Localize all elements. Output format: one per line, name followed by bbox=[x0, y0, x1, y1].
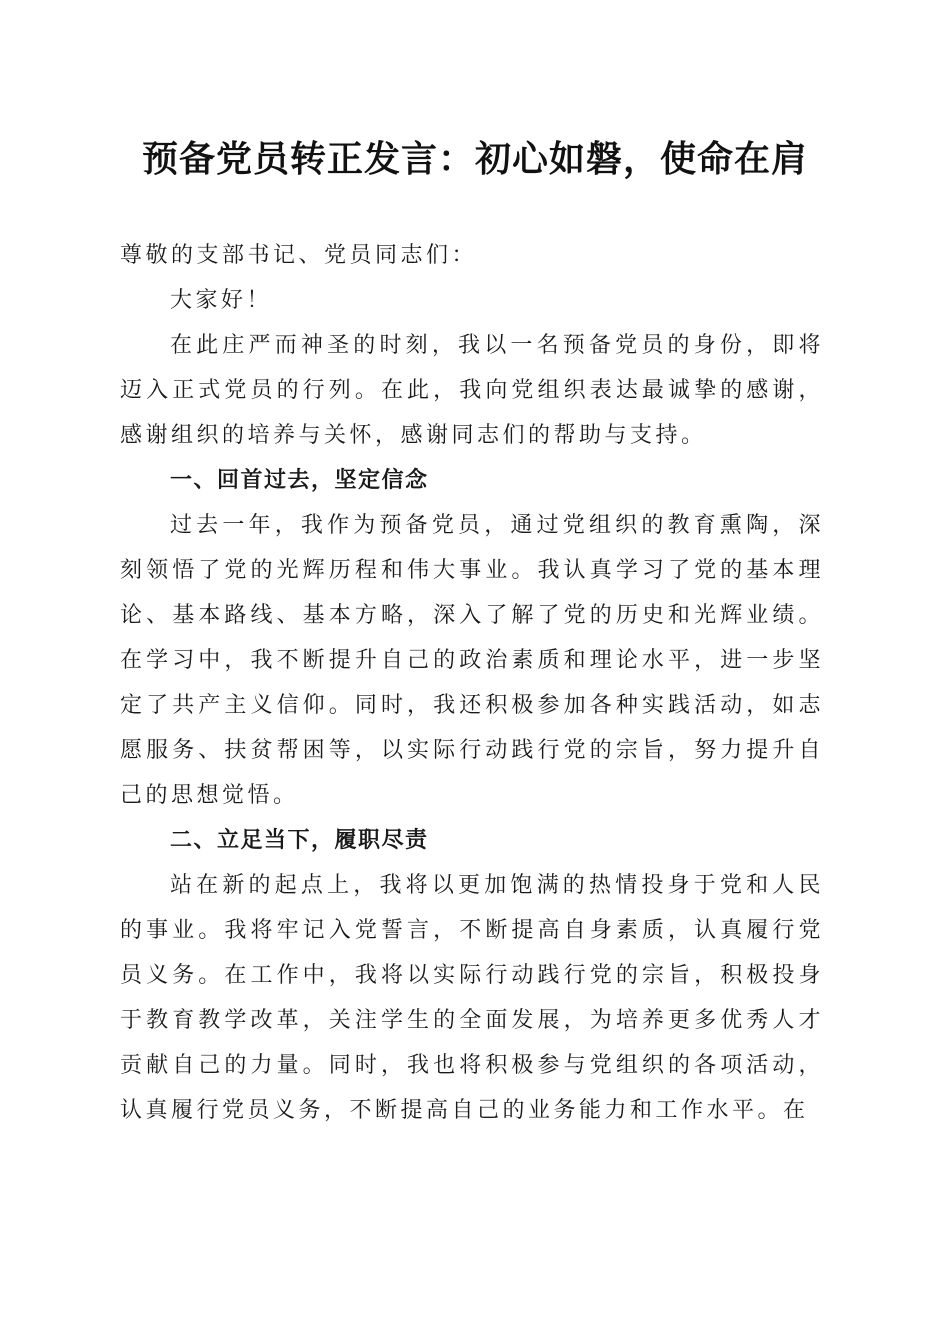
section-heading-2: 二、立足当下，履职尽责 bbox=[170, 828, 429, 853]
section-heading-1: 一、回首过去，坚定信念 bbox=[170, 468, 429, 493]
document-body bbox=[120, 233, 824, 1133]
greeting: 大家好！ bbox=[170, 288, 273, 313]
salutation: 尊敬的支部书记、党员同志们： bbox=[120, 243, 478, 268]
section-paragraph-2: 站在新的起点上，我将以更加饱满的热情投身于党和人民的事业。我将牢记入党誓言，不断提高自身素质，认真履行党员义务。在工作中，我将以实际行动践行党的宗旨，积极投身于教育教学改革，关注学生的全面发展，为培养更多优秀人才贡献自己的力量。同时，我也将积极参与党组织的各项活动，认真履行党员义务，不断提高自己的业务能力和工作水平。在 bbox=[120, 873, 824, 1123]
intro-paragraph: 在此庄严而神圣的时刻，我以一名预备党员的身份，即将迈入正式党员的行列。在此，我向党组织表达最诚挚的感谢，感谢组织的培养与关怀，感谢同志们的帮助与支持。 bbox=[120, 333, 824, 448]
document-title: 预备党员转正发言：初心如磐，使命在肩 bbox=[141, 138, 808, 180]
section-paragraph-1: 过去一年，我作为预备党员，通过党组织的教育熏陶，深刻领悟了党的光辉历程和伟大事业。我认真学习了党的基本理论、基本路线、基本方略，深入了解了党的历史和光辉业绩。在学习中，我不断提升自己的政治素质和理论水平，进一步坚定了共产主义信仰。同时，我还积极参加各种实践活动，如志愿服务、扶贫帮困等，以实际行动践行党的宗旨，努力提升自己的思想觉悟。 bbox=[120, 513, 824, 808]
